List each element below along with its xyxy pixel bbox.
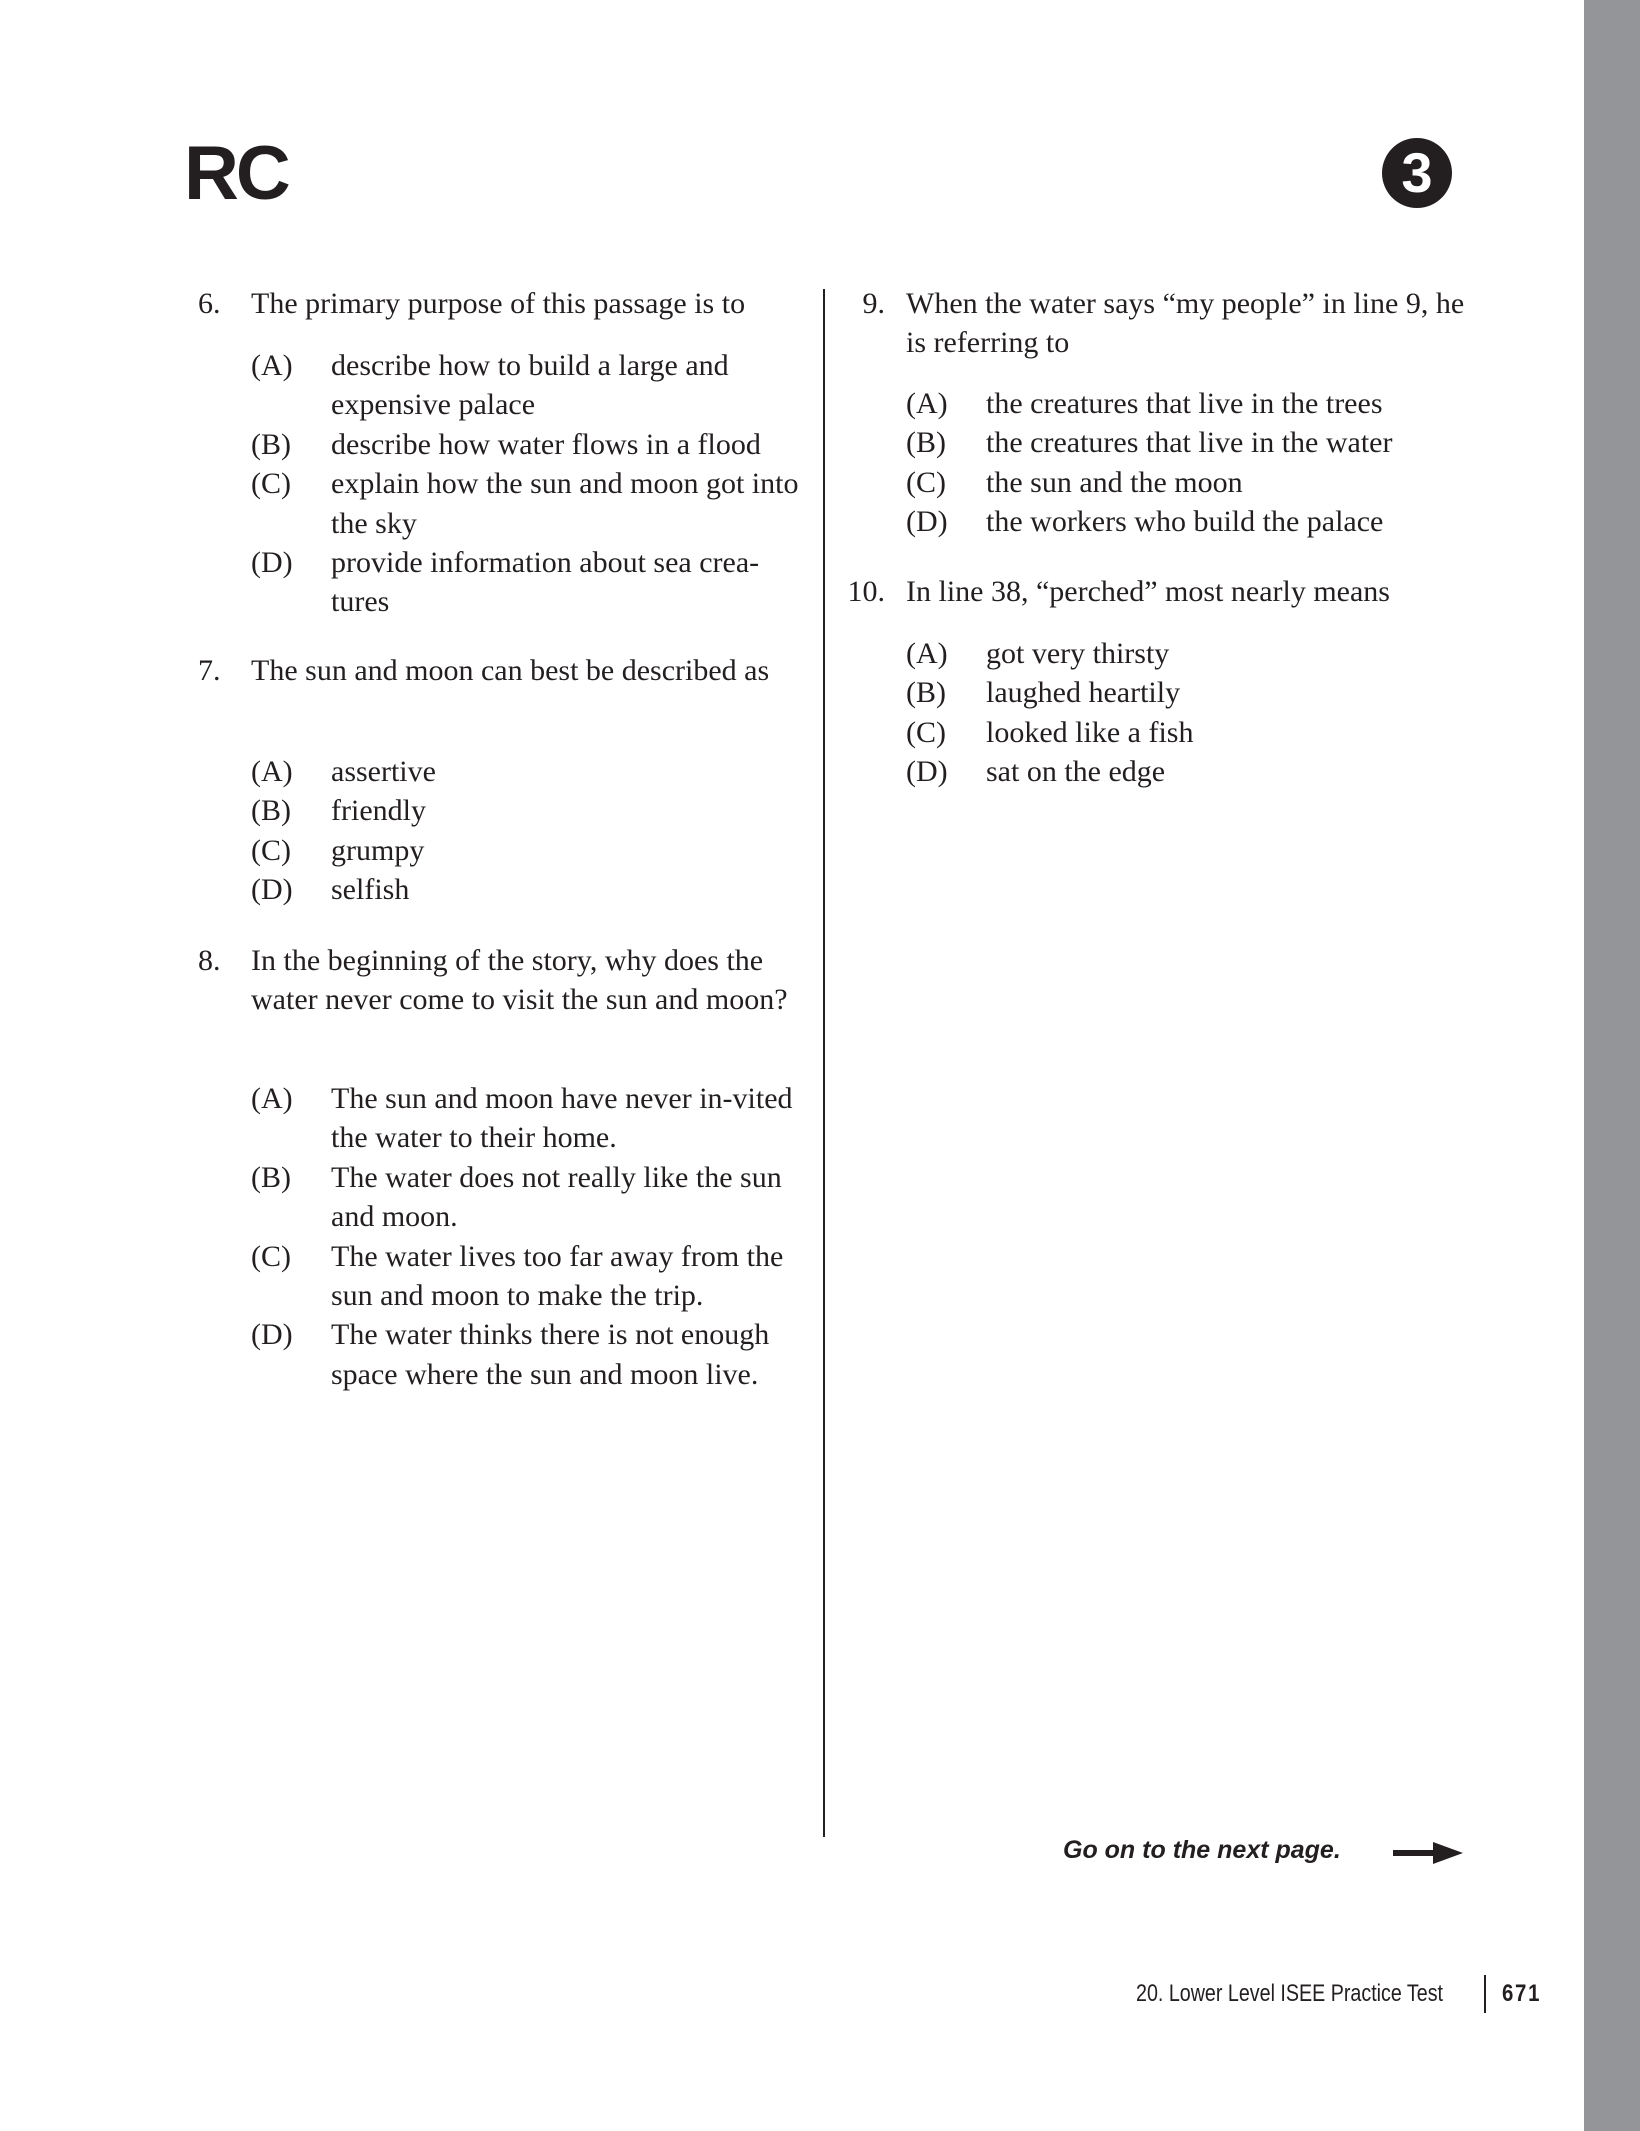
answer-options — [0, 634, 1584, 792]
option-text: looked like a fish — [986, 715, 1194, 749]
answer-option — [0, 384, 1584, 423]
option-letter: (C) — [251, 1239, 291, 1273]
answer-option — [0, 463, 1584, 502]
option-letter: (A) — [251, 1082, 293, 1115]
answer-option — [0, 791, 1584, 830]
option-text: describe how to build a large and expensive palace — [331, 349, 729, 422]
option-letter: (D) — [906, 505, 948, 539]
arrow-right-icon — [1393, 1842, 1463, 1864]
option-letter: (A) — [251, 755, 293, 788]
option-text: assertive — [331, 755, 436, 788]
question-stem: In the beginning of the story, why does the water never come to visit the sun and moon? — [251, 944, 788, 1017]
question-number: 8. — [198, 944, 221, 977]
option-text: provide information about sea crea-tures — [331, 546, 760, 619]
answer-option — [0, 673, 1584, 712]
option-text: laughed heartily — [986, 676, 1181, 710]
option-letter: (D) — [251, 1318, 293, 1352]
option-text: the creatures that live in the trees — [986, 387, 1383, 420]
chapter-title: 20. Lower Level ISEE Practice Test — [1136, 1980, 1444, 2007]
option-text: The water thinks there is not enough space where the sun and moon live. — [331, 1318, 770, 1391]
option-letter: (C) — [251, 833, 291, 867]
page-edge-tab — [1584, 0, 1640, 2131]
option-text: sat on the edge — [986, 755, 1166, 789]
option-letter: (C) — [906, 715, 946, 749]
question-number: 7. — [198, 654, 221, 687]
question-stem: The primary purpose of this passage is to — [251, 287, 746, 320]
option-text: The sun and moon have never in-vited the water to their home. — [331, 1082, 793, 1155]
option-text: explain how the sun and moon got into the sky — [331, 467, 799, 540]
answer-option — [0, 502, 1584, 541]
option-letter: (D) — [251, 546, 293, 580]
answer-option — [0, 1315, 1584, 1394]
answer-options — [0, 1079, 1584, 1394]
question-stem: The sun and moon can best be described as — [251, 654, 770, 687]
option-text: the sun and the moon — [986, 465, 1243, 499]
option-letter: (B) — [251, 794, 291, 828]
footer-divider — [1484, 1975, 1486, 2013]
option-text: friendly — [331, 794, 426, 828]
section-title: RC — [184, 131, 288, 216]
answer-option — [0, 423, 1584, 462]
option-letter: (B) — [251, 1160, 291, 1194]
answer-option — [0, 1237, 1584, 1316]
option-text: got very thirsty — [986, 637, 1170, 670]
question-stem: When the water says “my people” in line 9, he is referring to — [906, 287, 1465, 360]
answer-option — [0, 634, 1584, 673]
option-letter: (B) — [251, 427, 291, 461]
option-letter: (C) — [906, 465, 946, 499]
option-text: grumpy — [331, 833, 425, 867]
answer-option — [0, 870, 1584, 909]
option-text: selfish — [331, 873, 410, 907]
option-letter: (D) — [251, 873, 293, 907]
option-letter: (A) — [906, 387, 948, 420]
question-stem: In line 38, “perched” most nearly means — [906, 575, 1390, 608]
option-letter: (B) — [906, 676, 946, 710]
answer-options — [0, 384, 1584, 542]
option-text: The water does not really like the sun and moon. — [331, 1160, 782, 1234]
answer-option — [0, 752, 1584, 791]
question-number: 6. — [198, 287, 221, 320]
answer-option — [0, 831, 1584, 870]
question-number: 9. — [862, 287, 885, 320]
question-number: 10. — [847, 575, 885, 608]
page-number: 671 — [1502, 1980, 1542, 2007]
option-letter: (A) — [906, 637, 948, 670]
answer-option — [0, 1158, 1584, 1237]
section-number-badge: 3 — [1382, 138, 1452, 208]
option-text: the creatures that live in the water — [986, 426, 1393, 460]
option-text: The water lives too far away from the sun and moon to make the trip. — [331, 1239, 784, 1313]
continue-instruction: Go on to the next page. — [1063, 1836, 1341, 1864]
answer-option — [0, 1079, 1584, 1158]
option-letter: (B) — [906, 426, 946, 460]
option-letter: (C) — [251, 467, 291, 501]
option-letter: (D) — [906, 755, 948, 789]
answer-option — [0, 713, 1584, 752]
option-text: the workers who build the palace — [986, 505, 1384, 539]
option-text: describe how water flows in a flood — [331, 427, 761, 461]
option-letter: (A) — [251, 349, 293, 382]
